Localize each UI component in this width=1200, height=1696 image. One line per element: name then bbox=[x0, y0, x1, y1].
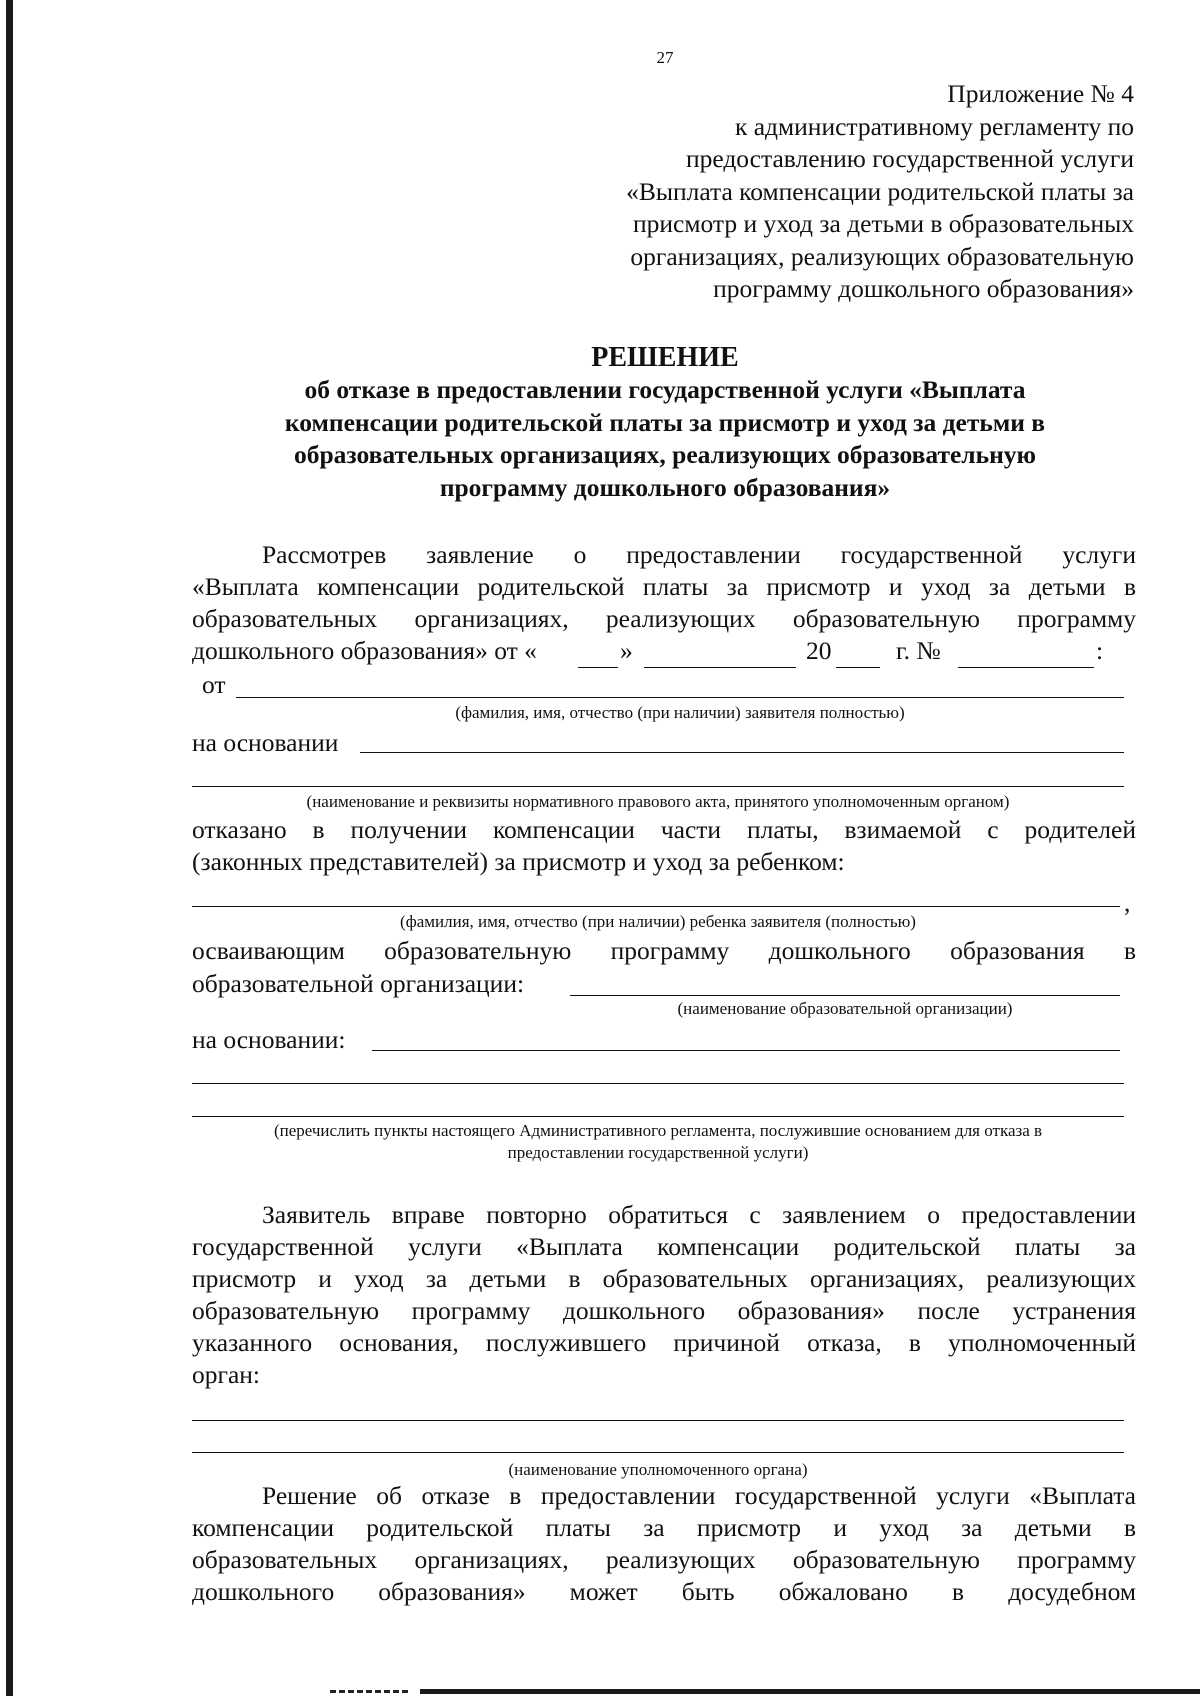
org-label: образовательной организации: bbox=[192, 969, 525, 998]
annex-line: предоставлению государственной услуги bbox=[685, 144, 1134, 173]
applicant-name-field[interactable] bbox=[236, 697, 1124, 698]
intro-line: «Выплата компенсации родительской платы за присмотр и уход за детьми в bbox=[192, 572, 1136, 601]
reapply-line: указанного основания, послужившего причиной отказа, в уполномоченный bbox=[192, 1328, 1136, 1357]
document-subtitle bbox=[0, 374, 1200, 504]
reapply-line: присмотр и уход за детьми в образовательных организациях, реализующих bbox=[192, 1264, 1136, 1293]
caption-child: (фамилия, имя, отчество (при наличии) ребенка заявителя (полностью) bbox=[400, 912, 916, 931]
intro-number-label: г. № bbox=[896, 636, 941, 665]
reapply-line: государственной услуги «Выплата компенсации родительской платы за bbox=[192, 1232, 1136, 1261]
scan-edge-bottom bbox=[420, 1689, 1200, 1694]
intro-line-4-quote: » bbox=[620, 636, 633, 665]
scan-edge-bottom-fragment bbox=[330, 1690, 410, 1693]
basis-points-field-line2[interactable] bbox=[192, 1083, 1124, 1084]
caption-points: предоставлении государственной услуги) bbox=[507, 1143, 809, 1162]
basis-points-field[interactable] bbox=[372, 1050, 1120, 1051]
appeal-line: компенсации родительской платы за присмотр и уход за детьми в bbox=[192, 1513, 1136, 1542]
caption-applicant: (фамилия, имя, отчество (при наличии) заявителя полностью) bbox=[455, 703, 905, 722]
intro-colon: : bbox=[1096, 636, 1104, 665]
subtitle-line: программу дошкольного образования» bbox=[439, 472, 891, 502]
basis-points-field-line3[interactable] bbox=[192, 1116, 1124, 1117]
reapply-line: орган: bbox=[192, 1360, 261, 1389]
organization-field[interactable] bbox=[570, 995, 1120, 996]
date-day-field[interactable] bbox=[578, 667, 618, 668]
subtitle-line: об отказе в предоставлении государственной услуги «Выплата bbox=[304, 375, 1026, 404]
basis-field-line2[interactable] bbox=[192, 786, 1124, 787]
caption-points: (перечислить пункты настоящего Административного регламента, послужившие основанием для отказа в bbox=[273, 1121, 1043, 1140]
caption-org: (наименование образовательной организации) bbox=[677, 999, 1013, 1018]
annex-line: организациях, реализующих образовательную bbox=[630, 241, 1134, 271]
date-month-field[interactable] bbox=[644, 667, 796, 668]
annex-line: Приложение № 4 bbox=[947, 79, 1134, 108]
annex-line: «Выплата компенсации родительской платы за bbox=[626, 176, 1134, 206]
subtitle-line: образовательных организациях, реализующих образовательную bbox=[293, 440, 1037, 469]
annex-line: к административному регламенту по bbox=[734, 111, 1134, 141]
annex-heading bbox=[434, 78, 1134, 306]
child-comma: , bbox=[1124, 888, 1131, 917]
intro-line-4-start: дошкольного образования» от « bbox=[192, 636, 537, 665]
appeal-line: Решение об отказе в предоставлении государственной услуги «Выплата bbox=[262, 1481, 1136, 1510]
decision-number-field[interactable] bbox=[958, 667, 1094, 668]
basis-label: на основании bbox=[192, 728, 339, 757]
annex-line: присмотр и уход за детьми в образовательных bbox=[633, 209, 1134, 238]
authority-field-line2[interactable] bbox=[192, 1452, 1124, 1453]
subtitle-line: компенсации родительской платы за присмотр и уход за детьми в bbox=[284, 407, 1046, 437]
annex-line: программу дошкольного образования» bbox=[713, 274, 1134, 303]
basis-field[interactable] bbox=[360, 752, 1124, 753]
intro-line: Рассмотрев заявление о предоставлении государственной услуги bbox=[262, 540, 1136, 569]
basis-label-2: на основании: bbox=[192, 1025, 346, 1054]
intro-line: образовательных организациях, реализующих образовательную программу bbox=[192, 604, 1136, 633]
date-year-field[interactable] bbox=[836, 667, 880, 668]
mastering-line: осваивающим образовательную программу дошкольного образования в bbox=[192, 936, 1136, 965]
document-title: РЕШЕНИЕ bbox=[591, 342, 739, 373]
caption-authority: (наименование уполномоченного органа) bbox=[508, 1460, 808, 1479]
appeal-line: образовательных организациях, реализующих образовательную программу bbox=[192, 1545, 1136, 1574]
child-name-field[interactable] bbox=[192, 906, 1120, 907]
refused-line: (законных представителей) за присмотр и уход за ребенком: bbox=[192, 847, 845, 876]
appeal-line: дошкольного образования» может быть обжаловано в досудебном bbox=[192, 1577, 1136, 1606]
page-number: 27 bbox=[656, 48, 674, 67]
scan-edge-left bbox=[6, 0, 13, 1696]
reapply-line: Заявитель вправе повторно обратиться с заявлением о предоставлении bbox=[262, 1200, 1136, 1229]
reapply-line: образовательную программу дошкольного образования» после устранения bbox=[192, 1296, 1136, 1325]
authority-field[interactable] bbox=[192, 1420, 1124, 1421]
from-label: от bbox=[202, 670, 226, 699]
refused-line: отказано в получении компенсации части платы, взимаемой с родителей bbox=[192, 815, 1136, 844]
intro-year-prefix: 20 bbox=[806, 636, 832, 665]
caption-act: (наименование и реквизиты нормативного правового акта, принятого уполномоченным органом) bbox=[306, 792, 1010, 811]
